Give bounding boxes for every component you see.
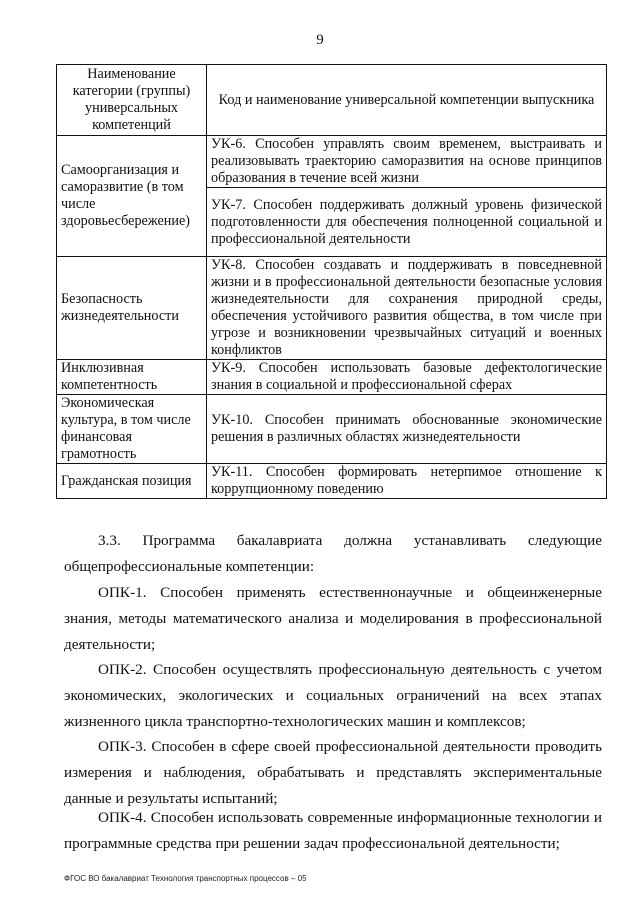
table-row — [57, 257, 607, 360]
category-cell: Гражданская позиция — [57, 464, 207, 499]
category-cell: Экономическая культура, в том числе финансовая грамотность — [57, 395, 207, 464]
table-row — [57, 136, 607, 188]
header-category: Наименование категории (группы) универсальных компетенций — [57, 65, 207, 136]
table-header-row — [57, 65, 607, 136]
paragraph-opk-1: ОПК-1. Способен применять естественнонаучные и общеинженерные знания, методы математического анализа и моделирования в профессиональной деятельности; — [64, 584, 602, 653]
header-code: Код и наименование универсальной компетенции выпускника — [207, 65, 607, 136]
page-number: 9 — [316, 32, 324, 48]
category-cell: Самоорганизация и саморазвитие (в том числе здоровьесбережение) — [57, 136, 207, 257]
competency-cell: УК-8. Способен создавать и поддерживать в повседневной жизни и в профессиональной деятельности безопасные условия жизнедеятельности для сохранения природной среды, обеспечения устойчивого развития общества, в том числе при угрозе и возникновении чрезвычайных ситуаций и военных конфликтов — [207, 257, 607, 360]
table-row — [57, 360, 607, 395]
paragraph-3-3: 3.3. Программа бакалавриата должна устанавливать следующие общепрофессиональные компетенции: — [64, 532, 602, 575]
competency-cell: УК-10. Способен принимать обоснованные экономические решения в различных областях жизнедеятельности — [207, 395, 607, 464]
category-cell: Безопасность жизнедеятельности — [57, 257, 207, 360]
paragraph-opk-2: ОПК-2. Способен осуществлять профессиональную деятельность с учетом экономических, экологических и социальных ограничений на всех этапах жизненного цикла транспортно-технологических машин и комплексов; — [64, 661, 602, 730]
table-row — [57, 395, 607, 464]
competency-table — [56, 64, 607, 499]
competency-cell: УК-9. Способен использовать базовые дефектологические знания в социальной и профессиональной сферах — [207, 360, 607, 395]
competency-cell: УК-7. Способен поддерживать должный уровень физической подготовленности для обеспечения полноценной социальной и профессиональной деятельности — [207, 188, 607, 257]
footer: ФГОС ВО бакалавриат Технология транспортных процессов – 05 — [64, 874, 307, 883]
competency-cell: УК-6. Способен управлять своим временем, выстраивать и реализовывать траекторию саморазвития на основе принципов образования в течение всей жизни — [207, 136, 607, 188]
paragraph-opk-4: ОПК-4. Способен использовать современные информационные технологии и программные средства при решении задач профессиональной деятельности; — [64, 809, 602, 852]
category-cell: Инклюзивная компетентность — [57, 360, 207, 395]
competency-cell: УК-11. Способен формировать нетерпимое отношение к коррупционному поведению — [207, 464, 607, 499]
paragraph-opk-3: ОПК-3. Способен в сфере своей профессиональной деятельности проводить измерения и наблюдения, обрабатывать и представлять экспериментальные данные и результаты испытаний; — [64, 738, 602, 807]
table-row — [57, 464, 607, 499]
